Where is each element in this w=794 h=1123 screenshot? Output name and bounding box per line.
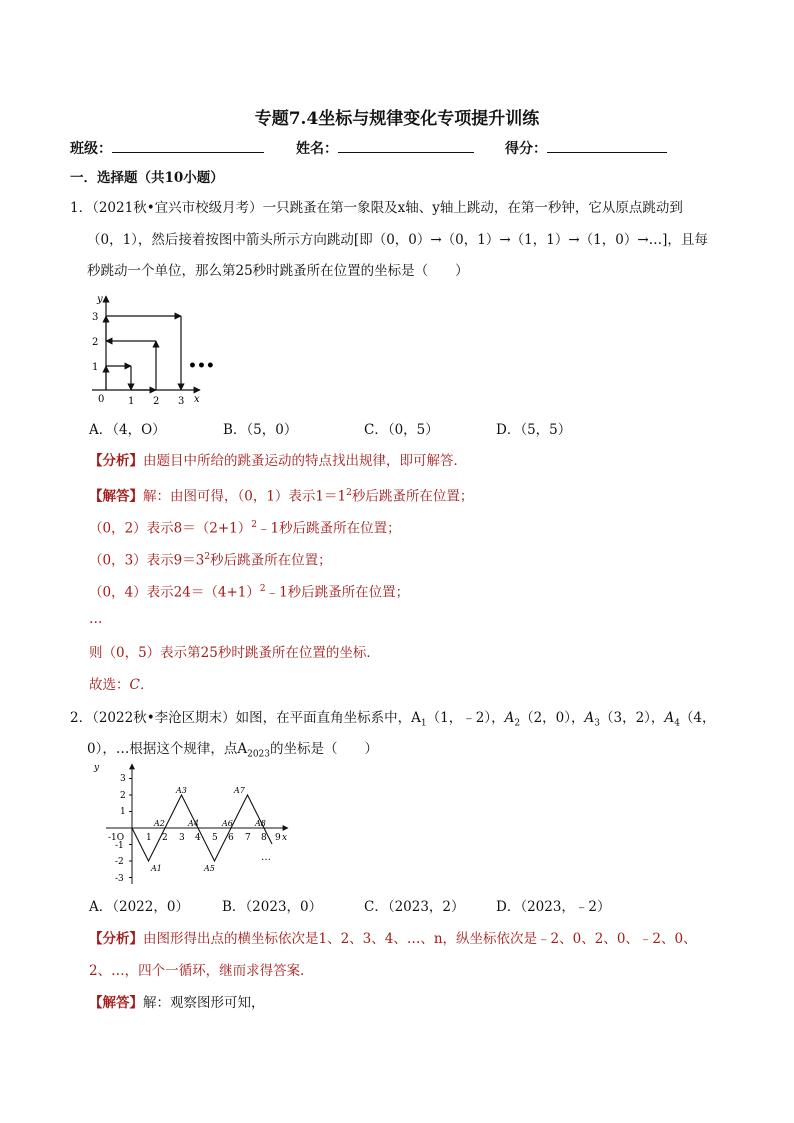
q2-y-tick: -2 bbox=[115, 857, 124, 867]
q2-analysis-cont: 2、…，四个一循环，继而求得答案． bbox=[89, 963, 314, 979]
point-coord: （1，﹣2）， bbox=[426, 710, 505, 726]
q1-x-tick: 3 bbox=[178, 396, 185, 407]
section-heading: 一．选择题（共10小题） bbox=[70, 170, 224, 186]
q1-x-tick: 2 bbox=[153, 396, 160, 407]
q1-origin: 0 bbox=[98, 394, 105, 405]
q2-x-label: x bbox=[282, 833, 288, 843]
q1-option-c[interactable]: C．（0，5） bbox=[364, 422, 439, 438]
q1-step bbox=[89, 548, 332, 570]
class-label: 班级： bbox=[70, 141, 112, 157]
point-subscript: 3 bbox=[594, 718, 600, 729]
name-blank[interactable] bbox=[338, 138, 474, 153]
point-coord: （2，0）， bbox=[520, 710, 585, 726]
q2-x-tick: 8 bbox=[261, 833, 267, 843]
q1-choice bbox=[89, 676, 153, 694]
q1-y-tick: 2 bbox=[92, 337, 99, 348]
class-blank[interactable] bbox=[112, 138, 264, 153]
choice-label: 故选： bbox=[89, 677, 130, 693]
q1-option-d[interactable]: D．（5，5） bbox=[496, 422, 572, 438]
step-text: （0，2）表示8＝（2+1） bbox=[89, 520, 252, 537]
answer-lead: 解：由图可得，（0，1）表示1＝1 bbox=[143, 488, 347, 505]
answer-tag: 【解答】 bbox=[89, 995, 143, 1011]
q2-point-label: A1 bbox=[151, 864, 162, 873]
q1-option-a[interactable]: A．（4，O） bbox=[89, 422, 166, 438]
step-tail: 秒后跳蚤所在位置； bbox=[210, 552, 332, 569]
q2-point-label: A5 bbox=[204, 864, 215, 873]
q1-continuation-dots: ••• bbox=[188, 358, 215, 374]
q1-figure bbox=[84, 290, 224, 410]
q1-option-b[interactable]: B．（5，0） bbox=[223, 422, 298, 438]
q2-y-label: y bbox=[94, 763, 100, 773]
q2-option-d[interactable]: D．（2023，﹣2） bbox=[496, 899, 611, 915]
exponent: 2 bbox=[204, 552, 211, 562]
answer-text: 解：观察图形可知， bbox=[143, 995, 265, 1011]
q1-analysis bbox=[89, 452, 467, 470]
score-blank[interactable] bbox=[547, 138, 667, 153]
q2-x-tick: 1 bbox=[146, 833, 152, 843]
q1-x-label: x bbox=[194, 394, 200, 405]
page-title: 专题7.4坐标与规律变化专项提升训练 bbox=[254, 109, 540, 129]
q1-y-label: y bbox=[97, 294, 103, 305]
point-subscript: 4 bbox=[674, 718, 680, 729]
q1-step bbox=[89, 580, 409, 602]
q2-point-label: A3 bbox=[176, 786, 187, 795]
point-name: A bbox=[664, 710, 675, 726]
q1-conclusion: 则（0，5）表示第25秒时跳蚤所在位置的坐标． bbox=[89, 645, 380, 661]
q2-point-label: A4 bbox=[188, 819, 199, 828]
exponent: 2 bbox=[346, 488, 352, 498]
q2-option-c[interactable]: C．（2023，2） bbox=[364, 899, 465, 915]
q1-step bbox=[89, 516, 401, 538]
point-coord: （4， bbox=[679, 710, 716, 726]
q2-analysis bbox=[89, 930, 697, 948]
q2-x-tick: 6 bbox=[228, 833, 234, 843]
exponent: 2 bbox=[259, 584, 266, 594]
q2-y-tick: 2 bbox=[120, 791, 126, 801]
q1-line1: 1．（2021秋•宜兴市校级月考）一只跳蚤在第一象限及x轴、y轴上跳动，在第一秒钟，它从原点跳动到 bbox=[70, 200, 683, 216]
q2-point-label: A8 bbox=[255, 819, 266, 828]
q2-x-tick: 2 bbox=[162, 833, 168, 843]
q2-y-tick: 3 bbox=[120, 774, 126, 784]
q2-origin: -1O bbox=[108, 833, 125, 843]
score-label: 得分： bbox=[505, 141, 547, 157]
point-subscript: 2 bbox=[514, 718, 521, 729]
name-label: 姓名： bbox=[296, 141, 338, 157]
point-subscript: 2023 bbox=[247, 749, 270, 760]
q2-y-tick: -1 bbox=[115, 841, 124, 851]
q2-point-label: A7 bbox=[234, 786, 245, 795]
q2-x-tick: 9 bbox=[275, 833, 281, 843]
q1-line3: 秒跳动一个单位，那么第25秒时跳蚤所在位置的坐标是（ ） bbox=[87, 263, 469, 279]
q1-ellipsis: … bbox=[89, 611, 103, 627]
choice-value: C． bbox=[129, 677, 154, 693]
name-field[interactable] bbox=[296, 138, 474, 158]
analysis-tag: 【分析】 bbox=[89, 931, 143, 947]
q2-x-tick: 7 bbox=[245, 833, 251, 843]
answer-tag: 【解答】 bbox=[89, 488, 143, 505]
q2-line2-b: 的坐标是（ ） bbox=[270, 741, 378, 757]
q2-continuation-dots: … bbox=[261, 852, 271, 863]
answer-lead-tail: 秒后跳蚤所在位置； bbox=[351, 488, 474, 505]
q2-intro: 2．（2022秋•李沧区期末）如图，在平面直角坐标系中，A bbox=[70, 710, 421, 726]
q2-option-a[interactable]: A．（2022，0） bbox=[89, 899, 189, 915]
q1-y-tick: 1 bbox=[92, 362, 99, 373]
q2-option-b[interactable]: B．（2023，0） bbox=[222, 899, 323, 915]
q2-figure bbox=[84, 760, 294, 890]
exponent: 2 bbox=[251, 520, 257, 530]
q1-answer bbox=[89, 484, 473, 506]
q2-y-tick: 1 bbox=[120, 807, 126, 817]
step-tail: ﹣1秒后跳蚤所在位置； bbox=[265, 584, 410, 601]
step-text: （0，4）表示24＝（4+1） bbox=[89, 584, 260, 601]
analysis-tag: 【分析】 bbox=[89, 453, 143, 469]
q2-y-tick: -3 bbox=[115, 874, 124, 884]
point-subscript: 1 bbox=[420, 718, 427, 729]
analysis-text: 由题目中所给的跳蚤运动的特点找出规律，即可解答． bbox=[143, 453, 467, 469]
step-tail: ﹣1秒后跳蚤所在位置； bbox=[257, 520, 401, 537]
q2-x-tick: 3 bbox=[179, 833, 185, 843]
q2-x-tick: 5 bbox=[212, 833, 218, 843]
q2-line1 bbox=[70, 709, 716, 733]
class-field[interactable] bbox=[70, 138, 264, 158]
step-text: （0，3）表示9＝3 bbox=[89, 552, 205, 569]
q2-x-tick: 4 bbox=[195, 833, 201, 843]
q1-y-tick: 3 bbox=[92, 312, 99, 323]
q2-point-label: A2 bbox=[154, 819, 165, 828]
q2-point-label: A6 bbox=[222, 819, 233, 828]
point-name: A bbox=[504, 710, 515, 726]
point-coord: （3，2）， bbox=[600, 710, 665, 726]
q1-x-tick: 1 bbox=[128, 396, 135, 407]
q2-answer bbox=[89, 994, 265, 1012]
q2-line2-a: 0），…根据这个规律，点A bbox=[87, 741, 248, 757]
q1-line2: （0，1），然后接着按图中箭头所示方向跳动[即（0，0）→（0，1）→（1，1）→（1，0）→…]，且每 bbox=[87, 232, 708, 248]
point-name: A bbox=[584, 710, 595, 726]
analysis-text: 由图形得出点的横坐标依次是1、2、3、4、…、n，纵坐标依次是﹣2、0、2、0、﹣2、0、 bbox=[143, 931, 697, 947]
score-field[interactable] bbox=[505, 138, 667, 158]
